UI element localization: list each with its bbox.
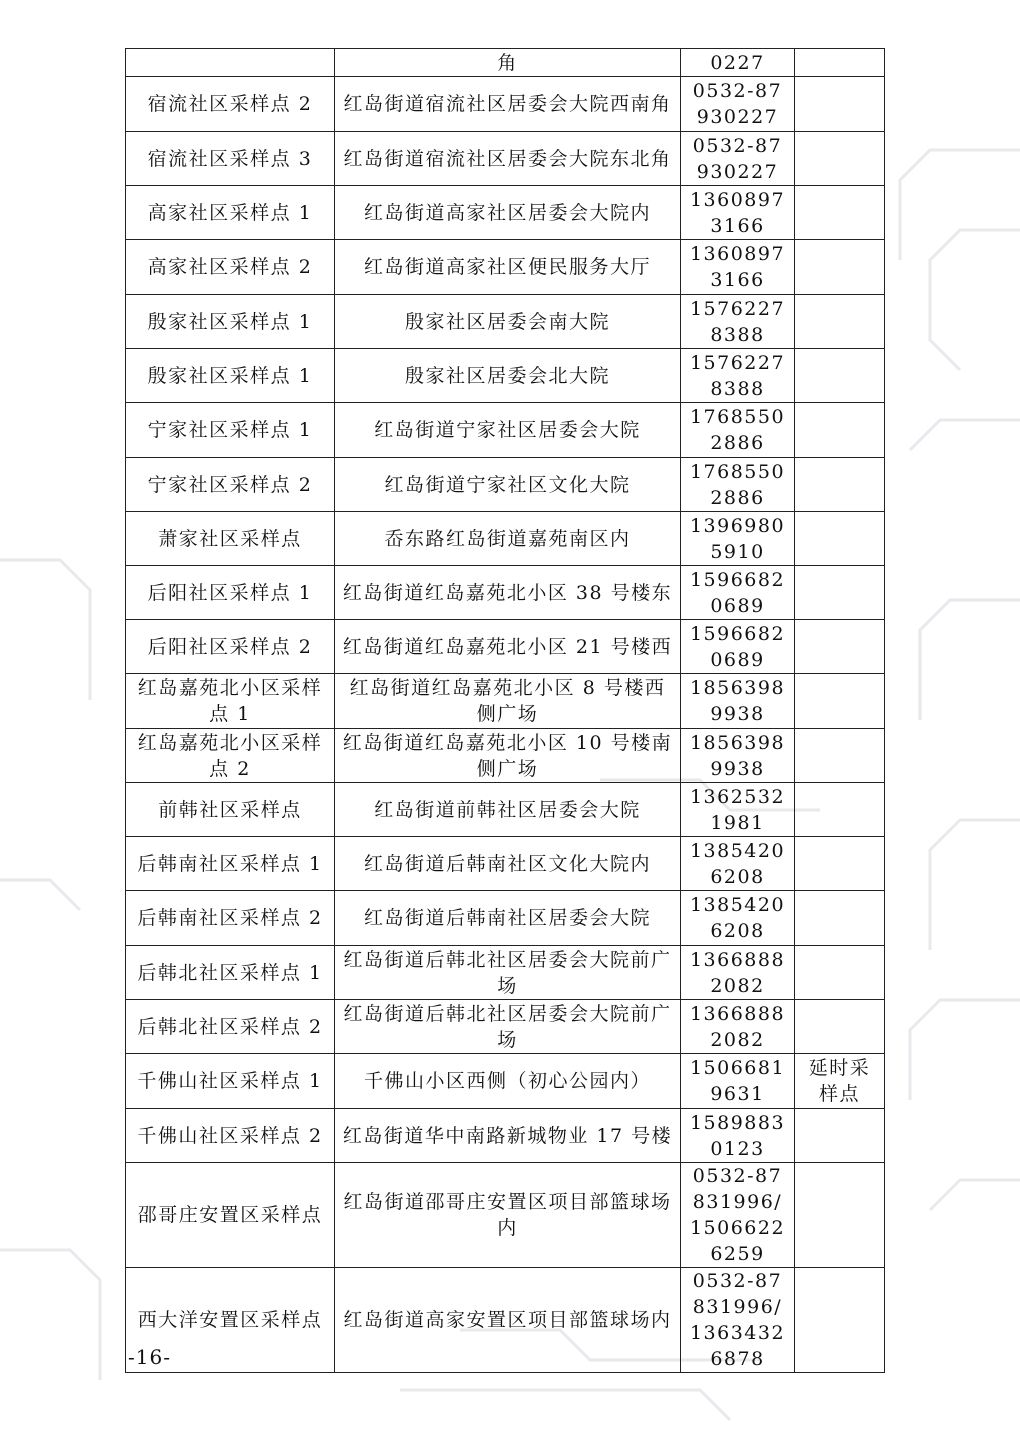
phone-cell: 13854206208 [681, 891, 795, 946]
site-name-cell: 红岛嘉苑北小区采样点 2 [126, 729, 335, 783]
phone-cell: 13668882082 [681, 946, 795, 1000]
note-cell [795, 1109, 885, 1163]
address-cell: 红岛街道宁家社区居委会大院 [335, 403, 681, 458]
site-name-cell: 千佛山社区采样点 2 [126, 1109, 335, 1163]
site-name-cell: 宿流社区采样点 2 [126, 77, 335, 132]
table-row [126, 1268, 885, 1373]
page-number: -16- [128, 1345, 171, 1369]
address-cell: 红岛街道华中南路新城物业 17 号楼 [335, 1109, 681, 1163]
table-row [126, 1163, 885, 1268]
phone-cell: 0532-87930227 [681, 77, 795, 132]
table-row [126, 1054, 885, 1109]
site-name-cell: 宁家社区采样点 2 [126, 458, 335, 512]
note-cell [795, 946, 885, 1000]
note-cell [795, 186, 885, 240]
phone-cell: 18563989938 [681, 729, 795, 783]
note-cell [795, 1268, 885, 1373]
table-row [126, 837, 885, 891]
table-row [126, 77, 885, 132]
address-cell: 岙东路红岛街道嘉苑南区内 [335, 512, 681, 566]
phone-cell: 18563989938 [681, 674, 795, 729]
table-row [126, 295, 885, 349]
phone-cell: 0532-87831996/15066226259 [681, 1163, 795, 1268]
note-cell [795, 458, 885, 512]
note-cell [795, 729, 885, 783]
site-name-cell: 高家社区采样点 1 [126, 186, 335, 240]
note-cell [795, 77, 885, 132]
address-cell: 红岛街道宁家社区文化大院 [335, 458, 681, 512]
address-cell: 红岛街道红岛嘉苑北小区 21 号楼西 [335, 620, 681, 674]
site-name-cell [126, 49, 335, 77]
note-cell [795, 403, 885, 458]
table-row [126, 458, 885, 512]
address-cell: 角 [335, 49, 681, 77]
note-cell [795, 512, 885, 566]
table-row [126, 891, 885, 946]
address-cell: 红岛街道高家社区便民服务大厅 [335, 240, 681, 295]
table-row [126, 349, 885, 403]
table-row [126, 512, 885, 566]
address-cell: 红岛街道后韩南社区文化大院内 [335, 837, 681, 891]
note-cell [795, 132, 885, 186]
address-cell: 红岛街道高家社区居委会大院内 [335, 186, 681, 240]
address-cell: 殷家社区居委会南大院 [335, 295, 681, 349]
phone-cell: 13608973166 [681, 240, 795, 295]
phone-cell: 15066819631 [681, 1054, 795, 1109]
table-row [126, 620, 885, 674]
table-row [126, 186, 885, 240]
site-name-cell: 殷家社区采样点 1 [126, 349, 335, 403]
phone-cell: 13608973166 [681, 186, 795, 240]
note-cell [795, 1000, 885, 1054]
note-cell [795, 783, 885, 837]
note-cell [795, 349, 885, 403]
table-row [126, 783, 885, 837]
address-cell: 红岛街道前韩社区居委会大院 [335, 783, 681, 837]
phone-cell: 15762278388 [681, 349, 795, 403]
site-name-cell: 后韩北社区采样点 1 [126, 946, 335, 1000]
note-cell [795, 891, 885, 946]
phone-cell: 15966820689 [681, 620, 795, 674]
table-body [126, 49, 885, 1373]
site-name-cell: 高家社区采样点 2 [126, 240, 335, 295]
address-cell: 红岛街道红岛嘉苑北小区 8 号楼西侧广场 [335, 674, 681, 729]
note-cell [795, 620, 885, 674]
site-name-cell: 后韩南社区采样点 2 [126, 891, 335, 946]
note-cell [795, 566, 885, 620]
site-name-cell: 红岛嘉苑北小区采样点 1 [126, 674, 335, 729]
table-row [126, 403, 885, 458]
address-cell: 红岛街道后韩北社区居委会大院前广场 [335, 946, 681, 1000]
note-cell [795, 1163, 885, 1268]
phone-cell: 0227 [681, 49, 795, 77]
table-row [126, 1000, 885, 1054]
site-name-cell: 宿流社区采样点 3 [126, 132, 335, 186]
site-name-cell: 后韩北社区采样点 2 [126, 1000, 335, 1054]
phone-cell: 15898830123 [681, 1109, 795, 1163]
site-name-cell: 萧家社区采样点 [126, 512, 335, 566]
address-cell: 千佛山小区西侧（初心公园内） [335, 1054, 681, 1109]
address-cell: 红岛街道宿流社区居委会大院东北角 [335, 132, 681, 186]
site-name-cell: 殷家社区采样点 1 [126, 295, 335, 349]
address-cell: 红岛街道高家安置区项目部篮球场内 [335, 1268, 681, 1373]
table-row [126, 132, 885, 186]
site-name-cell: 宁家社区采样点 1 [126, 403, 335, 458]
address-cell: 红岛街道后韩北社区居委会大院前广场 [335, 1000, 681, 1054]
address-cell: 红岛街道红岛嘉苑北小区 38 号楼东 [335, 566, 681, 620]
phone-cell: 0532-87930227 [681, 132, 795, 186]
phone-cell: 15966820689 [681, 566, 795, 620]
phone-cell: 13854206208 [681, 837, 795, 891]
table-row [126, 566, 885, 620]
note-cell [795, 674, 885, 729]
note-cell [795, 49, 885, 77]
note-cell [795, 240, 885, 295]
site-name-cell: 后阳社区采样点 2 [126, 620, 335, 674]
phone-cell: 17685502886 [681, 458, 795, 512]
site-name-cell: 千佛山社区采样点 1 [126, 1054, 335, 1109]
note-cell: 延时采样点 [795, 1054, 885, 1109]
phone-cell: 13668882082 [681, 1000, 795, 1054]
address-cell: 红岛街道宿流社区居委会大院西南角 [335, 77, 681, 132]
site-name-cell: 邵哥庄安置区采样点 [126, 1163, 335, 1268]
site-name-cell: 后韩南社区采样点 1 [126, 837, 335, 891]
table-row [126, 49, 885, 77]
address-cell: 红岛街道邵哥庄安置区项目部篮球场内 [335, 1163, 681, 1268]
phone-cell: 13625321981 [681, 783, 795, 837]
sampling-sites-table [125, 48, 885, 1373]
address-cell: 红岛街道后韩南社区居委会大院 [335, 891, 681, 946]
address-cell: 殷家社区居委会北大院 [335, 349, 681, 403]
site-name-cell: 西大洋安置区采样点 [126, 1268, 335, 1373]
table-row [126, 674, 885, 729]
site-name-cell: 前韩社区采样点 [126, 783, 335, 837]
note-cell [795, 295, 885, 349]
note-cell [795, 837, 885, 891]
site-name-cell: 后阳社区采样点 1 [126, 566, 335, 620]
table-row [126, 946, 885, 1000]
table-row [126, 1109, 885, 1163]
phone-cell: 13969805910 [681, 512, 795, 566]
phone-cell: 17685502886 [681, 403, 795, 458]
table-row [126, 729, 885, 783]
address-cell: 红岛街道红岛嘉苑北小区 10 号楼南侧广场 [335, 729, 681, 783]
table-row [126, 240, 885, 295]
phone-cell: 0532-87831996/13634326878 [681, 1268, 795, 1373]
phone-cell: 15762278388 [681, 295, 795, 349]
